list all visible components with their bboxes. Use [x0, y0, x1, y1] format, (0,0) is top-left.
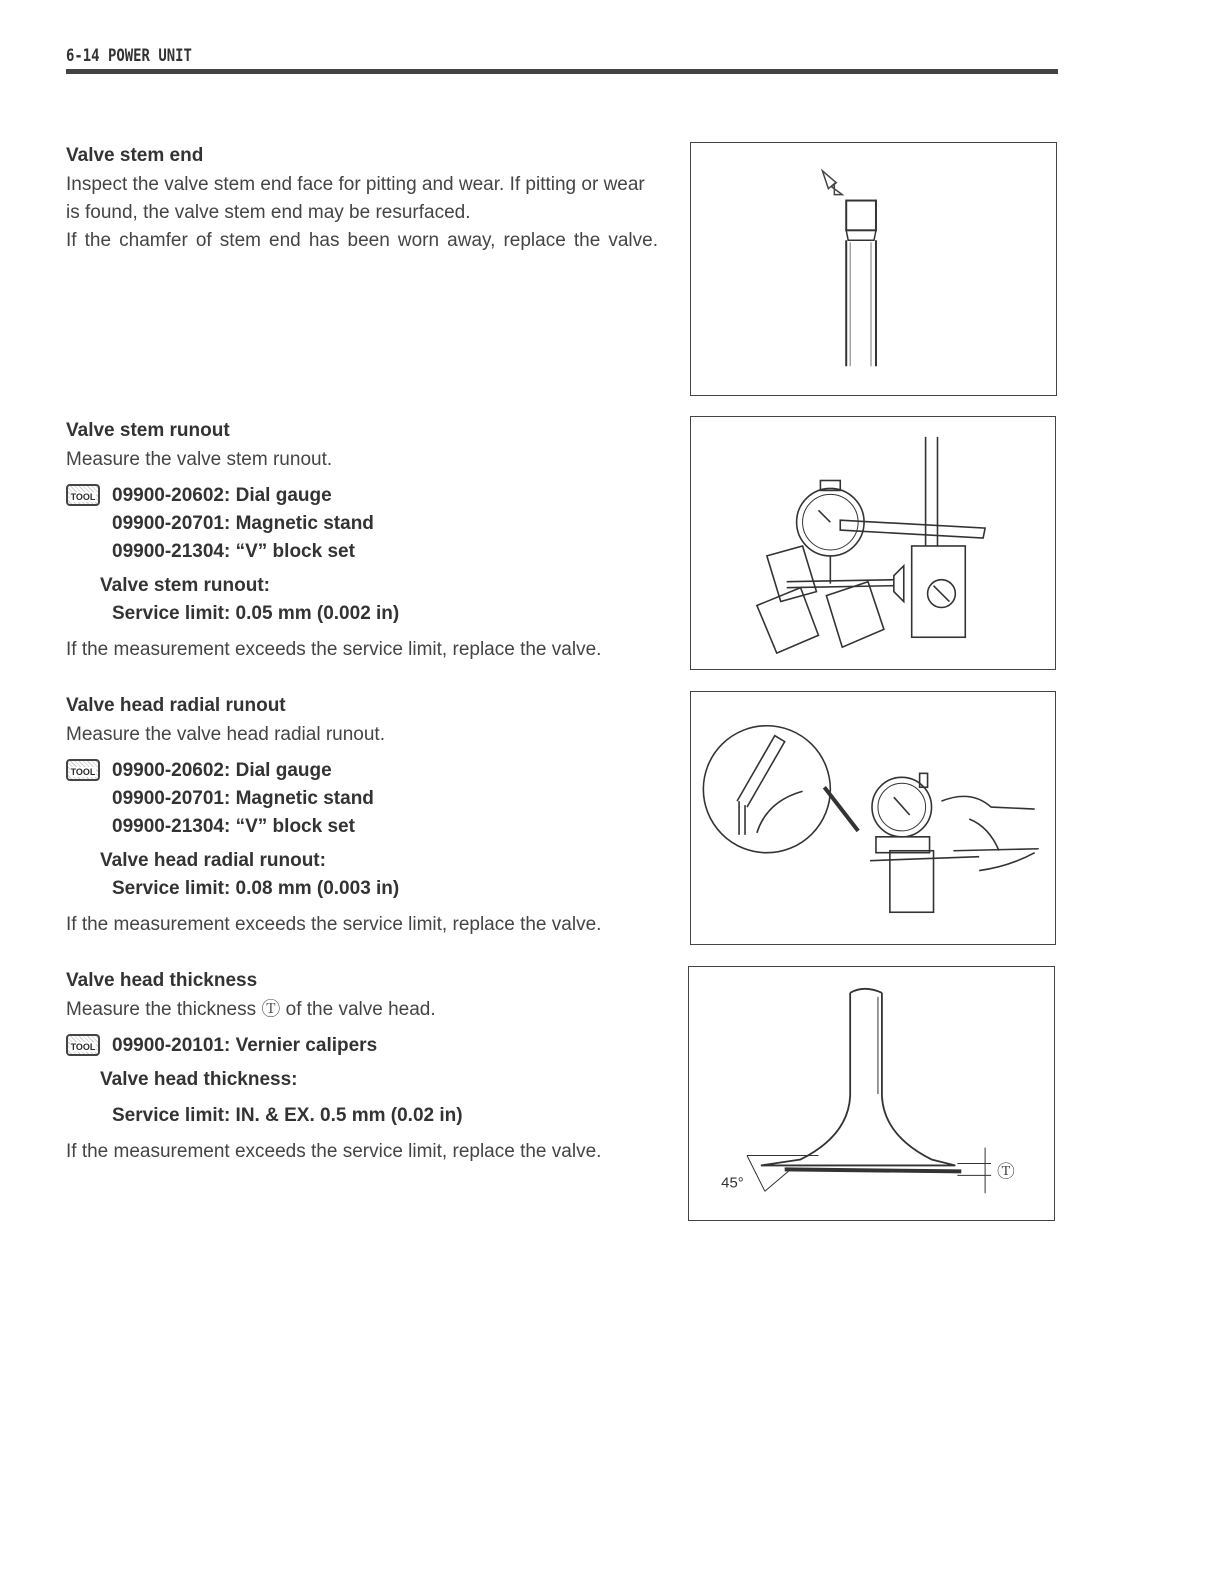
tool-item: 09900-21304: “V” block set [112, 541, 355, 562]
dial-gauge [797, 488, 864, 555]
spec-title: Valve head thickness: [100, 1069, 298, 1090]
detail-probe [737, 736, 785, 807]
section-title: Valve stem runout [66, 420, 230, 441]
valve-head [894, 566, 904, 602]
section-valve-head-thickness [66, 970, 666, 1166]
leader-line [824, 787, 858, 831]
head-thickness-drawing [689, 967, 1054, 1220]
arrow-icon [822, 171, 842, 195]
stem-runout-drawing [691, 417, 1055, 669]
valve-stem [787, 580, 894, 582]
page-header [66, 46, 1058, 66]
note-text: If the measurement exceeds the service limit, replace the valve. [66, 639, 602, 660]
v-block-right [826, 582, 884, 647]
head-runout-drawing [691, 692, 1055, 944]
spec-value: Service limit: 0.05 mm (0.002 in) [112, 603, 400, 624]
header-rule [66, 69, 1058, 74]
tool-list [66, 757, 666, 841]
figure-valve-head-radial-runout [690, 691, 1056, 945]
section-title: Valve stem end [66, 145, 204, 166]
tool-item: 09900-20602: Dial gauge [112, 485, 332, 506]
valve-face [785, 1169, 962, 1171]
hand-outline [941, 796, 1038, 870]
page-title: 6-14 POWER UNIT [66, 46, 192, 66]
figure-valve-stem-runout [690, 416, 1056, 670]
paragraph: Inspect the valve stem end face for pitting and wear. If pitting or wear is found, the valve stem end may be resurfaced. [66, 174, 645, 223]
tool-item: 09900-21304: “V” block set [112, 816, 355, 837]
spec-title: Valve head radial runout: [100, 850, 326, 871]
stem-top [850, 989, 882, 993]
spec-title: Valve stem runout: [100, 575, 270, 596]
paragraph: If the chamfer of stem end has been worn away, replace the valve. [66, 230, 658, 251]
v-block-left [757, 588, 819, 653]
intro-text: Measure the thickness Ⓣ of the valve head. [66, 999, 436, 1020]
tool-item: 09900-20602: Dial gauge [112, 760, 332, 781]
section-valve-stem-runout [66, 420, 666, 664]
note-text: If the measurement exceeds the service limit, replace the valve. [66, 914, 602, 935]
tool-item: 09900-20701: Magnetic stand [112, 513, 374, 534]
intro-text: Measure the valve head radial runout. [66, 724, 385, 745]
section-title: Valve head thickness [66, 970, 258, 991]
valve-stem-end-drawing [691, 143, 1056, 395]
tool-list [66, 1032, 666, 1060]
figure-valve-stem-end [690, 142, 1057, 396]
valve-stem [870, 857, 979, 861]
angle-label: 45° [721, 1175, 744, 1192]
tool-item: 09900-20701: Magnetic stand [112, 788, 374, 809]
section-title: Valve head radial runout [66, 695, 286, 716]
spec-value: Service limit: 0.08 mm (0.003 in) [112, 878, 400, 899]
figure-valve-head-thickness [688, 966, 1055, 1221]
tool-icon: TOOL [66, 759, 100, 781]
thickness-symbol: Ⓣ [997, 1161, 1015, 1183]
intro-text: Measure the valve stem runout. [66, 449, 333, 470]
detail-circle [703, 726, 830, 853]
section-valve-stem-end [66, 145, 666, 255]
spec-value: Service limit: IN. & EX. 0.5 mm (0.02 in) [112, 1105, 463, 1126]
tool-item: 09900-20101: Vernier calipers [112, 1035, 378, 1056]
v-block-back [767, 546, 817, 602]
tool-list [66, 482, 666, 566]
section-valve-head-radial-runout [66, 695, 666, 939]
stem-end [846, 201, 876, 231]
note-text: If the measurement exceeds the service limit, replace the valve. [66, 1141, 602, 1162]
tool-icon: TOOL [66, 484, 100, 506]
tool-icon: TOOL [66, 1034, 100, 1056]
